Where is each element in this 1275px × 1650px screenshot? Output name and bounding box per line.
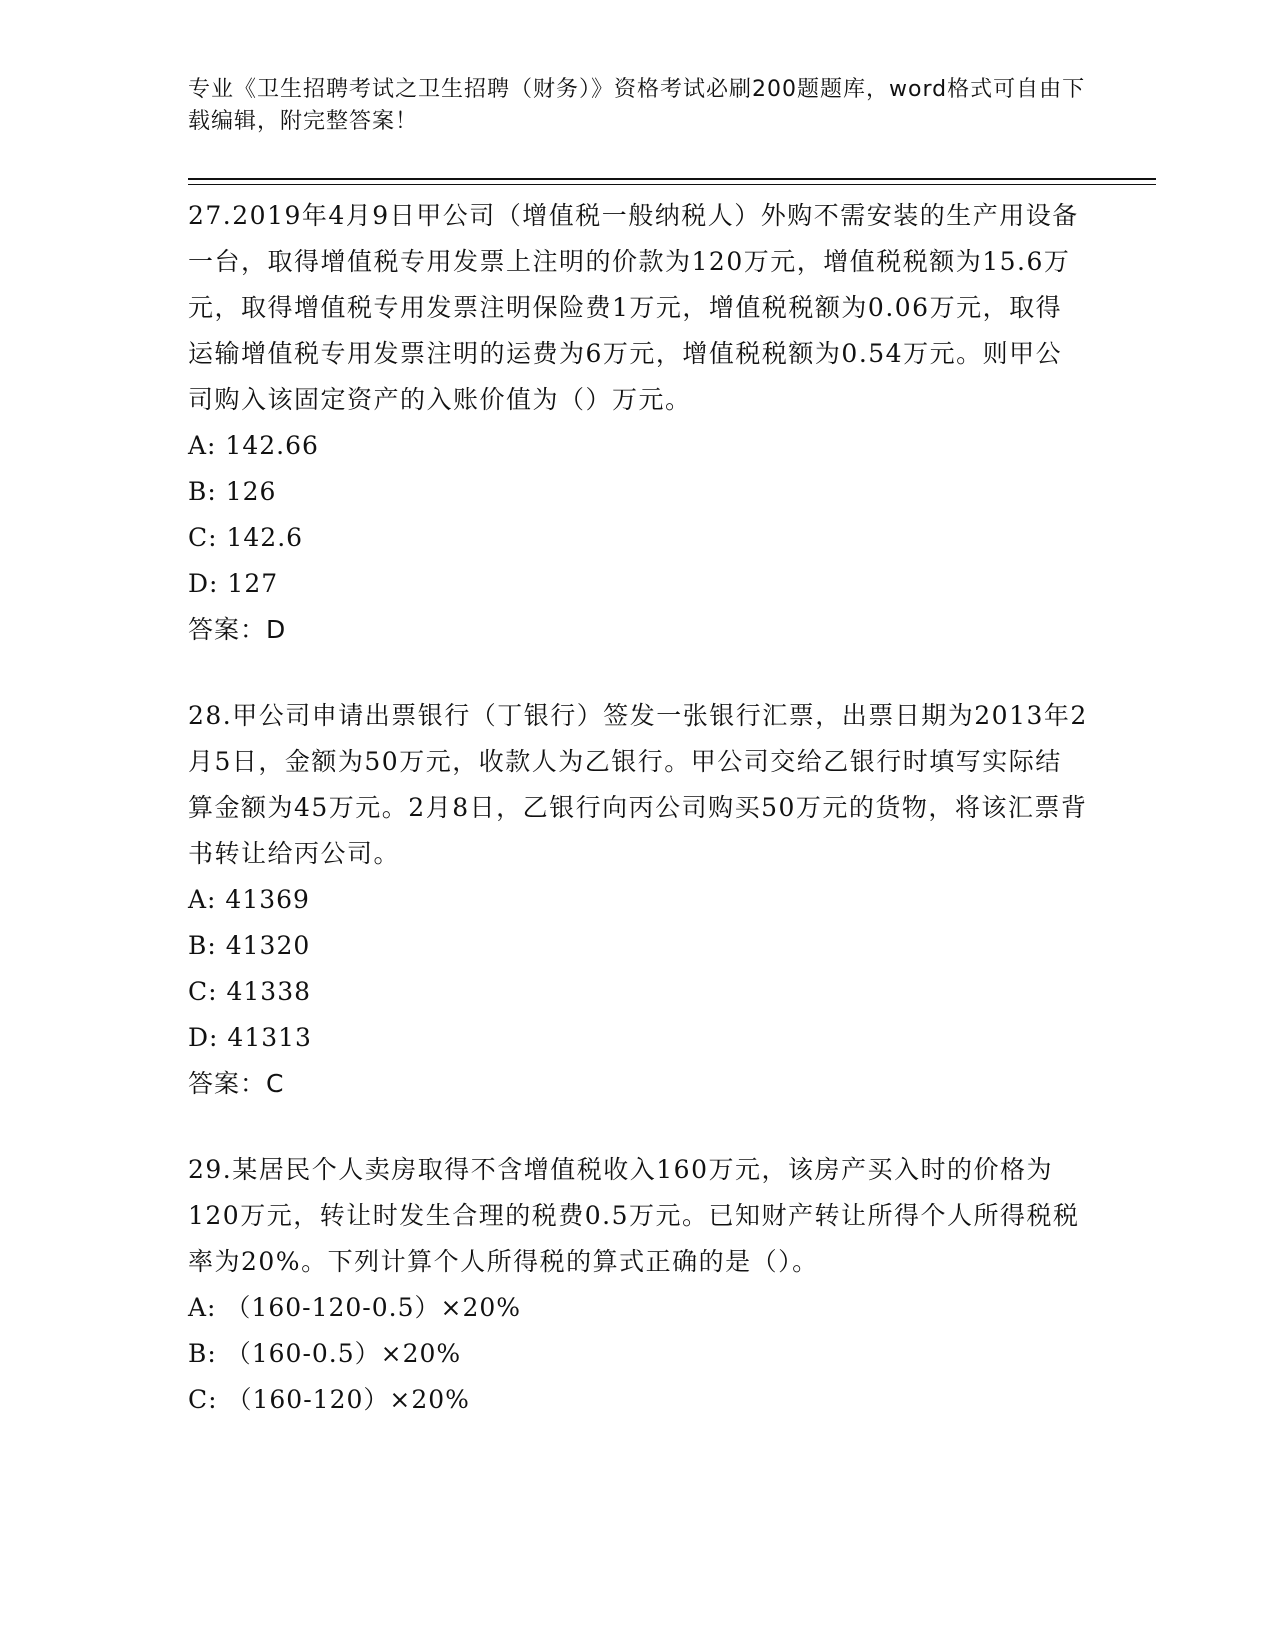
question-28 — [188, 693, 1088, 1107]
option-c: C: 41338 — [188, 977, 312, 1006]
question-stem: 29.某居民个人卖房取得不含增值税收入160万元，该房产买入时的价格为120万元，转让时发生合理的税费0.5万元。已知财产转让所得个人所得税税率为20%。下列计算个人所得税的算式正确的是（）。 — [188, 1155, 1080, 1276]
answer: 答案：C — [188, 1069, 285, 1098]
question-29 — [188, 1147, 1088, 1423]
question-stem: 27.2019年4月9日甲公司（增值税一般纳税人）外购不需安装的生产用设备一台，取得增值税专用发票上注明的价款为120万元，增值税税额为15.6万元，取得增值税专用发票注明保险费1万元，增值税税额为0.06万元，取得运输增值税专用发票注明的运费为6万元，增值税税额为0.54万元。则甲公司购入该固定资产的入账价值为（）万元。 — [188, 201, 1079, 414]
header-rule-thick — [188, 178, 1156, 180]
option-b: B: 126 — [188, 477, 277, 506]
option-c: C: 142.6 — [188, 523, 304, 552]
header-rule-thin — [188, 184, 1156, 185]
header-text: 专业《卫生招聘考试之卫生招聘（财务）》资格考试必刷200题题库，word格式可自由下载编辑，附完整答案！ — [188, 77, 1086, 134]
document-header — [188, 74, 1088, 138]
option-a: A: （160-120-0.5）×20% — [188, 1293, 522, 1322]
option-d: D: 41313 — [188, 1023, 312, 1052]
option-b: B: （160-0.5）×20% — [188, 1339, 462, 1368]
question-list — [188, 193, 1088, 1463]
option-c: C: （160-120）×20% — [188, 1385, 470, 1414]
option-b: B: 41320 — [188, 931, 311, 960]
option-a: A: 142.66 — [188, 431, 319, 460]
answer: 答案：D — [188, 615, 287, 644]
question-27 — [188, 193, 1088, 653]
question-stem: 28.甲公司申请出票银行（丁银行）签发一张银行汇票，出票日期为2013年2月5日，金额为50万元，收款人为乙银行。甲公司交给乙银行时填写实际结算金额为45万元。2月8日，乙银行向丙公司购买50万元的货物，将该汇票背书转让给丙公司。 — [188, 701, 1088, 868]
option-d: D: 127 — [188, 569, 279, 598]
option-a: A: 41369 — [188, 885, 310, 914]
